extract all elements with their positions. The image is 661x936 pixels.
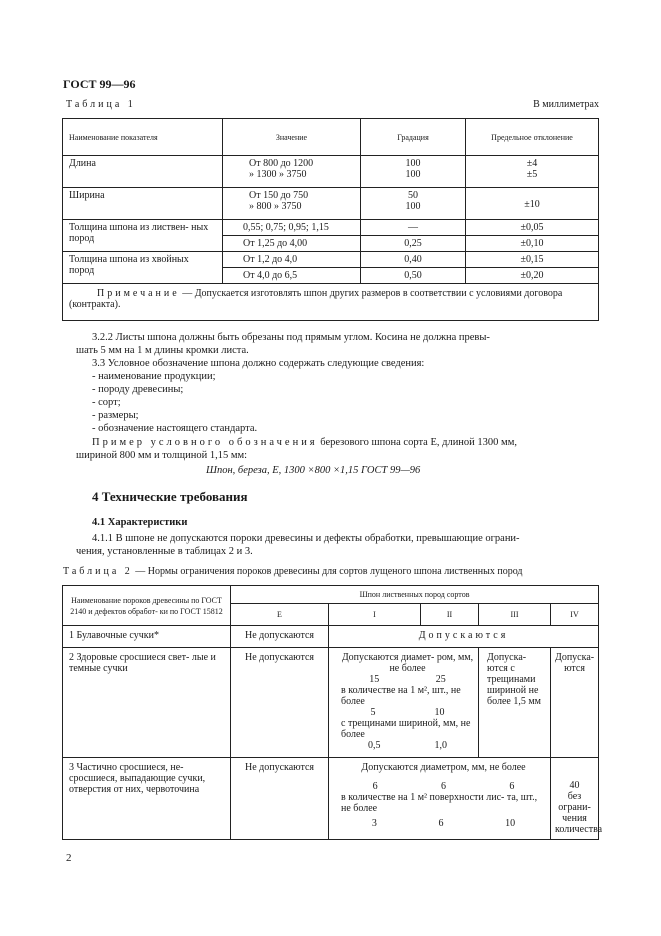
- value: 0,5: [368, 740, 381, 751]
- grade-header: III: [479, 604, 551, 626]
- cell-text: без ограни- чения количества: [555, 791, 603, 835]
- cell-text: Допускаются диамет- ром, мм, не более: [341, 652, 474, 674]
- example-line2: шириной 800 мм и толщиной 1,15 мм:: [76, 450, 248, 461]
- list-item: - сорт;: [92, 397, 121, 408]
- example-text: березового шпона сорта Е, длиной 1300 мм,: [317, 437, 517, 448]
- row-name: 3 Частично сросшиеся, не- сросшиеся, выпадающие сучки, отверстия от них, червоточина: [63, 758, 231, 840]
- value: 3: [371, 818, 377, 829]
- table-row: [63, 648, 599, 758]
- table-row: [63, 758, 599, 840]
- grade-header: Е: [231, 604, 329, 626]
- table2-caption-label: Таблица 2: [63, 566, 133, 577]
- table2-header-row: [63, 586, 599, 604]
- row-value-cell: [223, 156, 361, 188]
- grades-1-2-cell: [329, 648, 479, 758]
- section-4-1-heading: 4.1 Характеристики: [92, 517, 188, 528]
- grade-3-value: Допуска- ются с трещинами шириной не более 1,5 мм: [479, 648, 551, 758]
- row-name: Длина: [63, 156, 223, 188]
- grade-header: I: [329, 604, 421, 626]
- grade-e-value: Не допускаются: [231, 626, 329, 648]
- row-dev: ±5: [526, 169, 538, 180]
- list-item: - наименование продукции;: [92, 371, 216, 382]
- cell-text: Допускаются диаметром, мм, не более: [361, 762, 526, 773]
- row-value: » 1300 » 3750: [249, 169, 307, 180]
- value: 6: [438, 818, 444, 829]
- value: 1,0: [434, 740, 447, 751]
- list-item: - размеры;: [92, 410, 139, 421]
- values-row: [341, 781, 546, 792]
- row-grad: 0,25: [361, 236, 466, 252]
- table1: [62, 118, 599, 321]
- row-name: Ширина: [63, 188, 223, 220]
- row-value: От 800 до 1200: [249, 158, 314, 169]
- paragraph-3-2-2-line2: шать 5 мм на 1 м длины кромки листа.: [76, 345, 249, 356]
- row-grad-cell: [361, 156, 466, 188]
- row-value: От 1,2 до 4,0: [223, 252, 361, 268]
- example-label: Пример условного обозначения: [92, 437, 318, 448]
- cell-text: с трещинами шириной, мм, не более: [341, 718, 471, 740]
- example-line1: [92, 436, 614, 449]
- table1-caption: Таблица 1: [66, 99, 136, 110]
- row-grad: 0,40: [361, 252, 466, 268]
- table-row: [63, 284, 599, 321]
- paragraph-3-3: 3.3 Условное обозначение шпона должно содержать следующие сведения:: [92, 358, 425, 369]
- row-value: От 1,25 до 4,00: [223, 236, 361, 252]
- row-value-cell: [223, 188, 361, 220]
- row-dev: ±0,20: [466, 268, 599, 284]
- row-grad: 100: [405, 201, 421, 212]
- table2-header-group: Шпон лиственных пород сортов: [231, 586, 599, 604]
- table-row: [63, 626, 599, 648]
- table-row: [63, 220, 599, 236]
- table1-header-cell: Наименование показателя: [63, 119, 223, 156]
- table-row: [63, 156, 599, 188]
- grade-e-value: Не допускаются: [231, 648, 329, 758]
- row-grad: 50: [408, 190, 418, 201]
- row-name: Толщина шпона из хвойных пород: [63, 252, 223, 284]
- row-dev: ±0,10: [466, 236, 599, 252]
- grade-4-cell: [551, 758, 603, 840]
- grade-e-value: Не допускаются: [231, 758, 329, 840]
- row-value: 0,55; 0,75; 0,95; 1,15: [223, 220, 361, 236]
- value: 40: [569, 780, 580, 791]
- table1-header-cell: Градация: [361, 119, 466, 156]
- page-number: 2: [66, 852, 72, 864]
- grade-header: IV: [551, 604, 599, 626]
- value: 25: [435, 674, 446, 685]
- table2-caption-text: — Нормы ограничения пороков древесины для сортов лущеного шпона лиственных пород: [132, 566, 523, 577]
- row-name: Толщина шпона из листвен- ных пород: [63, 220, 223, 252]
- row-grad: —: [361, 220, 466, 236]
- values-row: [341, 818, 546, 829]
- row-name: 1 Булавочные сучки*: [63, 626, 231, 648]
- row-dev: ±10: [466, 188, 599, 220]
- paragraph-4-1-1-line2: чения, установленные в таблицах 2 и 3.: [76, 546, 253, 557]
- list-item: - обозначение настоящего стандарта.: [92, 423, 258, 434]
- row-dev: ±4: [526, 158, 538, 169]
- row-grad-cell: [361, 188, 466, 220]
- table2-header-name: Наименование пороков древесины по ГОСТ 2140 и дефектов обработ- ки по ГОСТ 15812: [63, 586, 231, 626]
- table1-header-cell: Предельное отклонение: [466, 119, 599, 156]
- row-value: От 4,0 до 6,5: [223, 268, 361, 284]
- row-grad: 100: [405, 158, 421, 169]
- table-row: [63, 252, 599, 268]
- designation-formula: Шпон, береза, Е, 1300 ×800 ×1,15 ГОСТ 99—96: [206, 465, 421, 476]
- value: 15: [369, 674, 380, 685]
- cell-text: в количестве на 1 м² поверхности лис- та, шт., не более: [341, 792, 538, 814]
- row-dev: ±0,05: [466, 220, 599, 236]
- grade-4-value: Допуска- ются: [551, 648, 599, 758]
- cell-text: в количестве на 1 м², шт., не более: [341, 685, 461, 707]
- section-4-heading: 4 Технические требования: [92, 489, 248, 504]
- value: 10: [434, 707, 445, 718]
- list-item: - породу древесины;: [92, 384, 184, 395]
- value: 6: [509, 781, 515, 792]
- values-row: [341, 674, 474, 685]
- row-name: 2 Здоровые сросшиеся свет- лые и темные сучки: [63, 648, 231, 758]
- grade-header: II: [421, 604, 479, 626]
- values-row: [341, 707, 474, 718]
- grades-1-3-cell: [329, 758, 551, 840]
- note-label: Примечание: [97, 288, 180, 299]
- value: 10: [505, 818, 516, 829]
- value: 6: [372, 781, 378, 792]
- table-row: [63, 188, 599, 220]
- table2-caption: [63, 566, 523, 577]
- note-text: — Допускается изготовлять шпон других размеров в соответствии с условиями договора (контракта).: [69, 288, 563, 310]
- row-dev: ±0,15: [466, 252, 599, 268]
- paragraph-3-2-2-line1: 3.2.2 Листы шпона должны быть обрезаны под прямым углом. Косина не должна превы-: [92, 332, 490, 343]
- grades-span-value: Допускаются: [329, 626, 599, 648]
- row-grad: 100: [405, 169, 421, 180]
- paragraph-4-1-1-line1: 4.1.1 В шпоне не допускаются пороки древесины и дефекты обработки, превышающие ограни-: [92, 533, 520, 544]
- table2: [62, 585, 603, 840]
- row-grad: 0,50: [361, 268, 466, 284]
- table1-unit: В миллиметрах: [533, 99, 599, 110]
- document-code: ГОСТ 99—96: [63, 77, 136, 91]
- value: 6: [440, 781, 446, 792]
- value: 5: [370, 707, 376, 718]
- table1-note: [63, 284, 599, 321]
- table1-header-cell: Значение: [223, 119, 361, 156]
- row-dev-cell: [466, 156, 599, 188]
- values-row: [341, 740, 474, 751]
- table1-header-row: [63, 119, 599, 156]
- row-value: От 150 до 750: [249, 190, 309, 201]
- row-value: » 800 » 3750: [249, 201, 302, 212]
